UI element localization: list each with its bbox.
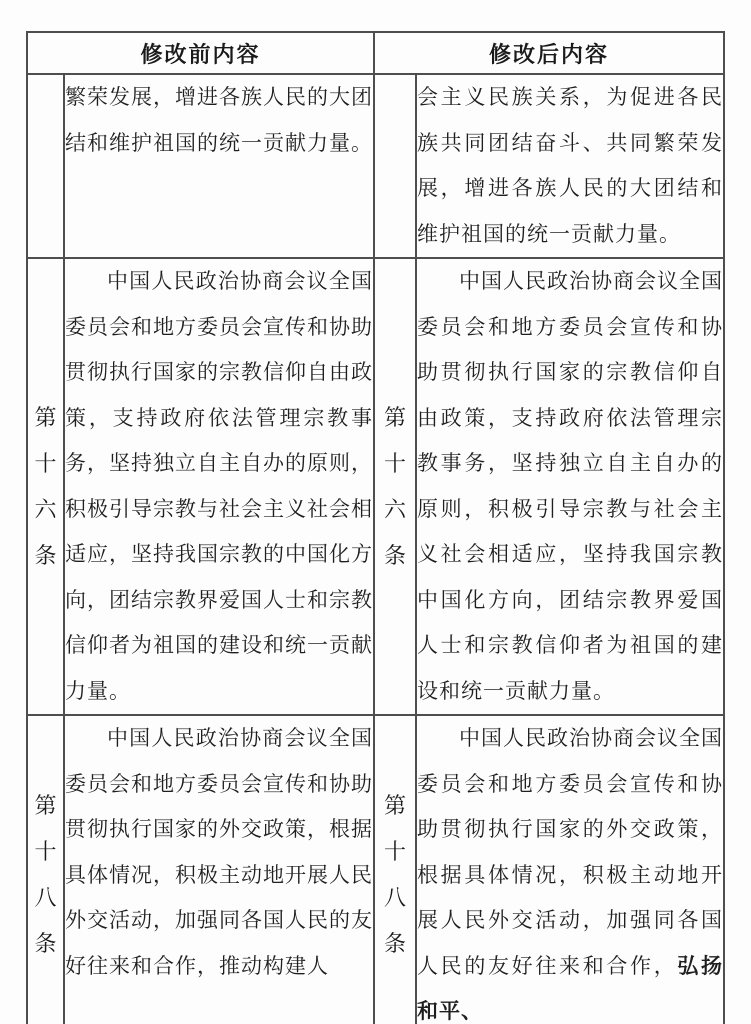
- article-number-cell-after: [374, 715, 416, 1024]
- header-after-content: 修改后内容: [374, 32, 724, 74]
- cell-text: 中国人民政治协商会议全国委员会和地方委员会宣传和协助贯彻执行国家的外交政策，根据具体情况，积极主动地开展人民外交活动，加强同各国人民的友好往来和合作，: [417, 726, 724, 978]
- article-number-cell-before: [27, 74, 64, 258]
- before-text-cell: [64, 258, 374, 715]
- added-bold-text: 弘扬和平、: [417, 953, 724, 1023]
- before-text-cell: [64, 715, 374, 1024]
- article-number-label: 第十六条: [34, 404, 57, 568]
- cell-paragraph: 繁荣发展，增进各族人民的大团结和维护祖国的统一贡献力量。: [65, 85, 374, 155]
- cell-paragraph: [417, 716, 723, 1024]
- cell-paragraph: 中国人民政治协商会议全国委员会和地方委员会宣传和协助贯彻执行国家的宗教信仰自由政策，支持政府依法管理宗教事务，坚持独立自主自办的原则，积极引导宗教与社会主义社会相适应，坚持我国宗教中国化方向，团结宗教界爱国人士和宗教信仰者为祖国的建设和统一贡献力量。: [417, 269, 724, 703]
- article-number-label: 第十六条: [384, 404, 407, 568]
- before-text-cell: [64, 74, 374, 258]
- article-number-cell-before: [27, 258, 64, 715]
- article-number-cell-after: [374, 258, 416, 715]
- after-text-cell: [416, 715, 724, 1024]
- after-text-cell: [416, 74, 724, 258]
- table-header-row: [27, 32, 724, 74]
- comparison-table: [26, 31, 725, 1024]
- article-number-label: 第十八条: [384, 793, 407, 957]
- after-text-cell: [416, 258, 724, 715]
- table-row: [27, 258, 724, 715]
- article-number-cell-before: [27, 715, 64, 1024]
- table-row: [27, 715, 724, 1024]
- article-number-label: 第十八条: [34, 793, 57, 957]
- header-before-content: 修改前内容: [27, 32, 374, 74]
- table-row: [27, 74, 724, 258]
- cell-paragraph: 会主义民族关系，为促进各民族共同团结奋斗、共同繁荣发展，增进各族人民的大团结和维护祖国的统一贡献力量。: [417, 85, 724, 246]
- article-number-cell-after: [374, 74, 416, 258]
- cell-paragraph: 中国人民政治协商会议全国委员会和地方委员会宣传和协助贯彻执行国家的宗教信仰自由政策，支持政府依法管理宗教事务，坚持独立自主自办的原则，积极引导宗教与社会主义社会相适应，坚持我国宗教的中国化方向，团结宗教界爱国人士和宗教信仰者为祖国的建设和统一贡献力量。: [65, 269, 374, 703]
- cell-paragraph: 中国人民政治协商会议全国委员会和地方委员会宣传和协助贯彻执行国家的外交政策，根据具体情况，积极主动地开展人民外交活动，加强同各国人民的友好往来和合作，推动构建人: [65, 726, 374, 978]
